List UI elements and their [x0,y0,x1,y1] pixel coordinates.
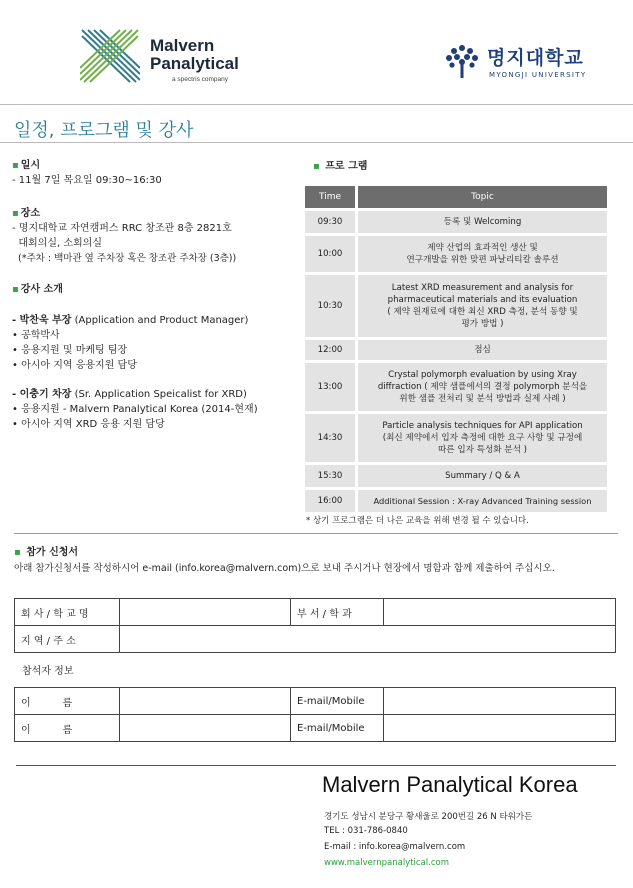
place-line: 대회의실, 소회의실 [12,238,102,249]
time-column-header: Time [305,186,358,208]
program-row [305,236,607,272]
contact-label: E-mail/Mobile [291,688,384,715]
name-label: 이 름 [15,715,120,742]
program-time: 09:30 [305,211,358,233]
program-heading-text: 프로 그램 [325,161,368,172]
program-topic: Latest XRD measurement and analysis for pharmaceutical materials and its evaluation ( 제약 원재료에 대한 최신 XRD 측정, 분석 동향 및 평가 방법 ) [358,275,607,337]
program-topic: Crystal polymorph evaluation by using Xray diffraction ( 제약 샘플에서의 결정 polymorph 분석을 위한 샘플 전처리 및 분석 방법과 실제 사례 ) [358,363,607,411]
name-input[interactable] [120,688,291,715]
bullet-icon: ▪ [12,208,19,219]
place-line: - 명지대학교 자연캠퍼스 RRC 창조관 8층 2821호 [12,223,232,234]
speaker1-item: • 아시아 지역 응용지원 담당 [12,360,137,371]
program-time: 15:30 [305,465,358,487]
region-label: 지 역 / 주 소 [15,626,120,653]
application-heading-text: 참가 신청서 [26,547,79,558]
name-label: 이 름 [15,688,120,715]
malvern-wordmark-line2: Panalytical [150,54,239,73]
program-topic: Summary / Q & A [358,465,607,487]
malvern-tagline: a spectris company [172,76,228,83]
speaker2-name: - 이충기 차장 [12,389,72,400]
contact-input[interactable] [384,715,616,742]
program-topic: 등록 및 Welcoming [358,211,607,233]
program-row [305,211,607,233]
program-row [305,490,607,512]
malvern-wordmark [150,37,239,73]
program-time: 10:00 [305,236,358,272]
department-label: 부 서 / 학 과 [291,599,384,626]
company-input[interactable] [120,599,291,626]
footer-email: E-mail : info.korea@malvern.com [324,842,466,852]
speaker2-role: (Sr. Application Speicalist for XRD) [71,389,247,400]
name-input[interactable] [120,715,291,742]
bullet-icon: ▪ [12,284,19,295]
department-input[interactable] [384,599,616,626]
program-time: 12:00 [305,340,358,360]
program-time: 13:00 [305,363,358,411]
region-input[interactable] [120,626,616,653]
program-topic: Particle analysis techniques for API application (최신 제약에서 입자 측정에 대한 요구 사항 및 규정에 따른 입자 특성화 분석 ) [358,414,607,462]
speaker2-item: • 아시아 지역 XRD 응용 지원 담당 [12,419,165,430]
program-note: * 상기 프로그램은 더 나은 교육을 위해 변경 될 수 있습니다. [306,516,529,526]
speaker1-item: • 공학박사 [12,330,60,341]
date-value: - 11월 7일 목요일 09:30~16:30 [12,175,162,186]
date-heading: 일시 [20,160,41,171]
malvern-logo-icon [80,28,140,84]
malvern-wordmark-line1: Malvern [150,36,215,55]
page-title: 일정, 프로그램 및 강사 [14,120,194,141]
company-label: 회 사 / 학 교 명 [15,599,120,626]
bullet-icon: ▪ [313,161,320,172]
organization-form [14,598,616,653]
attendee-info-label: 참석자 정보 [22,666,74,677]
program-row [305,363,607,411]
speaker1-role: (Application and Product Manager) [71,315,249,326]
program-row [305,275,607,337]
section-divider [14,533,618,534]
header-divider [0,104,633,105]
parking-note: (*주차 : 백마관 옆 주차장 혹은 창조관 주차장 (3층)) [12,253,237,264]
footer-address: 경기도 성남시 분당구 황새울로 200번길 26 N 타워가든 [324,812,533,822]
speaker1-item: • 응용지원 및 마케팅 팀장 [12,345,128,356]
program-topic: 제약 산업의 효과적인 생산 및 연구개발을 위한 맞편 파날리티칼 솔루션 [358,236,607,272]
program-header-row [305,186,607,208]
program-time: 16:00 [305,490,358,512]
program-topic: Additional Session : X-ray Advanced Training session [358,490,607,512]
speaker-heading: 강사 소개 [20,284,63,295]
application-heading [14,543,78,558]
attendee-form [14,687,616,742]
contact-input[interactable] [384,688,616,715]
program-time: 10:30 [305,275,358,337]
application-description: 아래 참가신청서를 작성하시어 e-mail (info.korea@malvern.com)으로 보내 주시거나 현장에서 명함과 함께 제출하여 주십시오. [14,563,555,574]
program-row [305,465,607,487]
footer-divider [16,765,616,766]
speaker2 [12,387,302,402]
bullet-icon: ▪ [12,160,19,171]
contact-label: E-mail/Mobile [291,715,384,742]
footer-company: Malvern Panalytical Korea [322,772,578,797]
footer-website-link[interactable]: www.malvernpanalytical.com [324,858,450,868]
topic-column-header: Topic [358,186,607,208]
program-row [305,340,607,360]
myongji-name-en: MYONGJI UNIVERSITY [489,71,587,79]
speaker1-name: - 박찬욱 부장 [12,315,72,326]
program-topic: 점심 [358,340,607,360]
speaker2-item: • 응용지원 - Malvern Panalytical Korea (2014-현재) [12,404,258,415]
title-divider [0,142,633,143]
myongji-name-kr: 명지대학교 [487,47,584,69]
event-info [12,158,302,432]
program-table [305,183,607,515]
speaker1 [12,313,302,328]
program-row [305,414,607,462]
myongji-tree-logo-icon [442,42,482,82]
bullet-icon: ▪ [14,547,21,558]
program-time: 14:30 [305,414,358,462]
place-heading: 장소 [20,208,41,219]
program-heading [313,157,367,172]
footer-tel: TEL : 031-786-0840 [324,826,408,836]
